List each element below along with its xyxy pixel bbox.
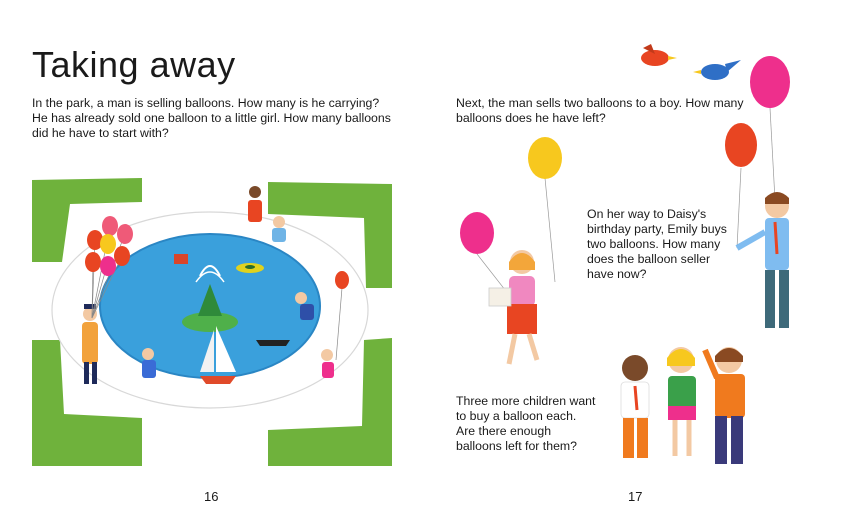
page-title: Taking away xyxy=(32,44,236,85)
paragraph-boy: Next, the man sells two balloons to a boy. How many balloons does he have left? xyxy=(456,96,744,125)
pink-balloon-left xyxy=(460,212,494,254)
page-number: 17 xyxy=(628,489,643,504)
paragraph-three-children: Three more children want to buy a balloon each. Are there enough balloons left for them? xyxy=(456,394,596,453)
balloon-seller xyxy=(82,304,98,384)
emily xyxy=(489,250,537,364)
right-page xyxy=(425,0,850,519)
page-number: 16 xyxy=(204,489,219,504)
balloon-man xyxy=(737,192,789,328)
intro-paragraph: In the park, a man is selling balloons. How many is he carrying? He has already sold one balloon to a little girl. How many balloons did he have to start with? xyxy=(32,96,391,140)
right-illustrations xyxy=(425,0,850,519)
three-children xyxy=(621,347,745,464)
blue-bird xyxy=(693,60,741,80)
red-bird xyxy=(641,44,677,66)
orange-balloon xyxy=(725,123,757,167)
paragraph-emily: On her way to Daisy's birthday party, Emily buys two balloons. How many does the balloon seller have now? xyxy=(587,207,727,281)
yellow-balloon xyxy=(528,137,562,179)
pink-balloon-top xyxy=(750,56,790,108)
